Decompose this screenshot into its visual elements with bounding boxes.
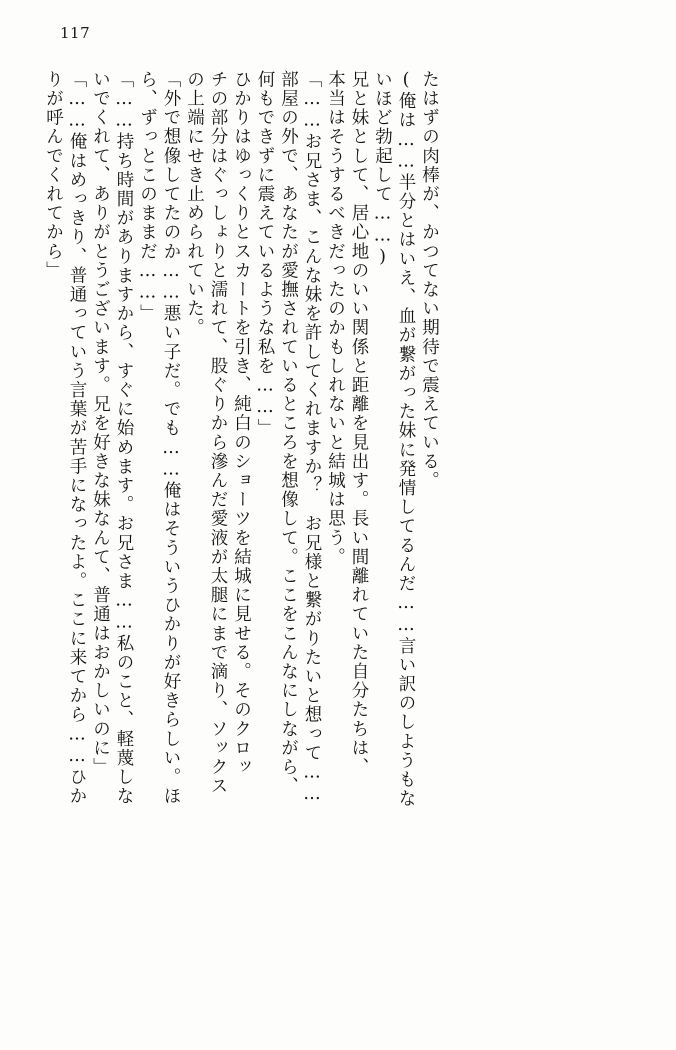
text-column: 「……俺はめっきり、普通っていう言葉が苦手になったよ。ここに来てから……ひか — [67, 70, 87, 806]
text-column: 兄と妹として、居心地のいい関係と距離を見出す。長い間離れていた自分たちは、 — [349, 70, 369, 777]
text-column: 「……持ち時間がありますから、すぐに始めます。お兄さま……私のこと、軽蔑しな — [114, 70, 134, 806]
text-column: 何もできずに震えているような私を……」 — [255, 70, 275, 438]
text-column: ら、ずっとこのままだ……」 — [137, 70, 158, 324]
text-column: 本当はそうするべきだったのかもしれないと結城は思う。 — [325, 70, 346, 567]
text-column: チの部分はぐっしょりと濡れて、股ぐりから滲んだ愛液が太腿にまで滴り、ソックス — [208, 70, 228, 796]
text-column: たはずの肉棒が、かつてない期待で震えている。 — [419, 70, 440, 491]
text-column: ひかりはゆっくりとスカートを引き、純白のショーツを結城に見せる。そのクロッ — [231, 70, 252, 777]
text-column: いでくれて、ありがとうございます。兄を好きな妹なんて、普通はおかしいのに」 — [90, 70, 111, 777]
text-column: (俺は……半分とはいえ、血が繋がった妹に発情してるんだ……言い訳のしようもな — [396, 70, 416, 809]
text-column: 部屋の外で、あなたが愛撫されているところを想像して。ここをこんなにしながら、 — [278, 70, 299, 796]
page-number: 117 — [60, 24, 91, 42]
text-column: 「外で想像してたのか……悪い子だ。でも……俺はそういうひかりが好きらしい。ほ — [161, 70, 181, 806]
text-column: の上端にせき止められていた。 — [184, 70, 205, 338]
vertical-text-block — [44, 70, 632, 1000]
text-column: いほど勃起して……) — [372, 70, 393, 269]
text-column: 「……お兄さま、こんな妹を許してくれますか？ お兄様と繋がりたいと想って…… — [302, 70, 322, 806]
text-column: りが呼んでくれてから」 — [43, 70, 64, 281]
